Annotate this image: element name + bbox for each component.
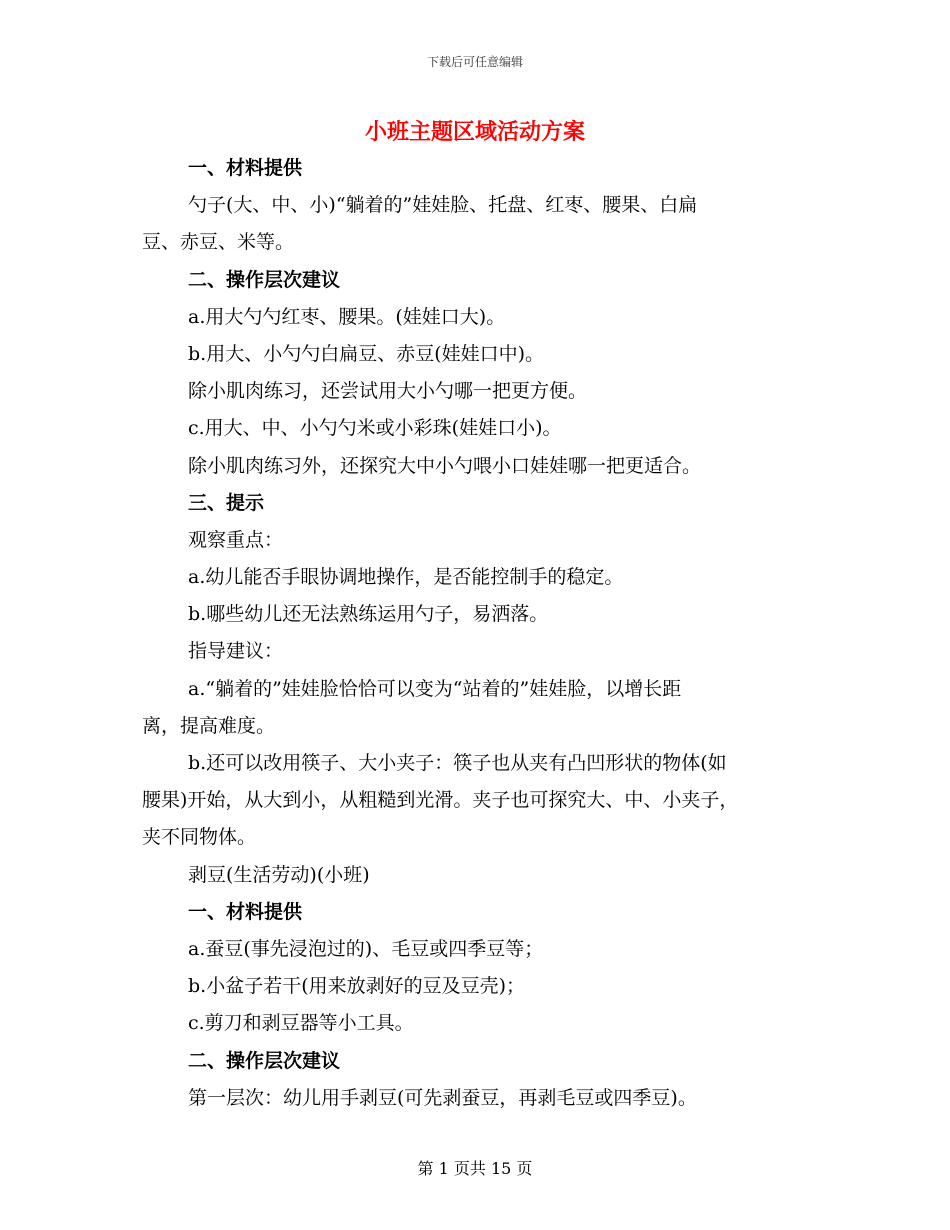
paragraph-line: 指导建议： bbox=[188, 640, 284, 663]
paragraph-line: 豆、赤豆、米等。 bbox=[142, 231, 295, 254]
paragraph-line: a.幼儿能否手眼协调地操作，是否能控制手的稳定。 bbox=[188, 566, 624, 589]
paragraph-line: 离，提高难度。 bbox=[142, 714, 276, 737]
page-header: 下载后可任意编辑 bbox=[426, 55, 523, 69]
section-heading: 一、材料提供 bbox=[188, 900, 303, 923]
paragraph-line: 观察重点： bbox=[188, 528, 284, 551]
paragraph-line: b.用大、小勺勺白扁豆、赤豆(娃娃口中)。 bbox=[188, 342, 545, 365]
document-title: 小班主题区域活动方案 bbox=[364, 119, 585, 145]
document-body bbox=[142, 150, 822, 1117]
paragraph-line: a.用大勺勺红枣、腰果。(娃娃口大)。 bbox=[188, 305, 506, 328]
paragraph-line: a.“躺着的”娃娃脸恰恰可以变为“站着的”娃娃脸，以增长距 bbox=[188, 677, 682, 700]
paragraph-line: 夹不同物体。 bbox=[142, 826, 257, 849]
paragraph-line: c.用大、中、小勺勺米或小彩珠(娃娃口小)。 bbox=[188, 417, 562, 440]
paragraph-line: a.蚕豆(事先浸泡过的)、毛豆或四季豆等； bbox=[188, 937, 544, 960]
page-footer: 第 1 页共 15 页 bbox=[417, 1159, 533, 1178]
section-heading: 一、材料提供 bbox=[188, 157, 303, 179]
section-heading: 二、操作层次建议 bbox=[188, 1049, 341, 1072]
paragraph-line: b.哪些幼儿还无法熟练运用勺子，易洒落。 bbox=[188, 603, 549, 626]
paragraph-line: 腰果)开始，从大到小，从粗糙到光滑。夹子也可探究大、中、小夹子， bbox=[142, 789, 739, 812]
paragraph-line: 剥豆(生活劳动)(小班) bbox=[188, 863, 370, 886]
section-heading: 二、操作层次建议 bbox=[188, 268, 341, 291]
paragraph-line: c.剪刀和剥豆器等小工具。 bbox=[188, 1012, 414, 1035]
paragraph-line: b.小盆子若干(用来放剥好的豆及豆壳)； bbox=[188, 975, 526, 998]
paragraph-line: 第一层次：幼儿用手剥豆(可先剥蚕豆，再剥毛豆或四季豆)。 bbox=[188, 1086, 697, 1109]
paragraph-line: 勺子(大、中、小)“躺着的”娃娃脸、托盘、红枣、腰果、白扁 bbox=[188, 194, 698, 217]
paragraph-line: 除小肌肉练习，还尝试用大小勺哪一把更方便。 bbox=[188, 380, 588, 403]
section-heading: 三、提示 bbox=[188, 491, 265, 514]
paragraph-line: b.还可以改用筷子、大小夹子：筷子也从夹有凸凹形状的物体(如 bbox=[188, 752, 727, 774]
paragraph-line: 除小肌肉练习外，还探究大中小勺喂小口娃娃哪一把更适合。 bbox=[188, 454, 702, 477]
